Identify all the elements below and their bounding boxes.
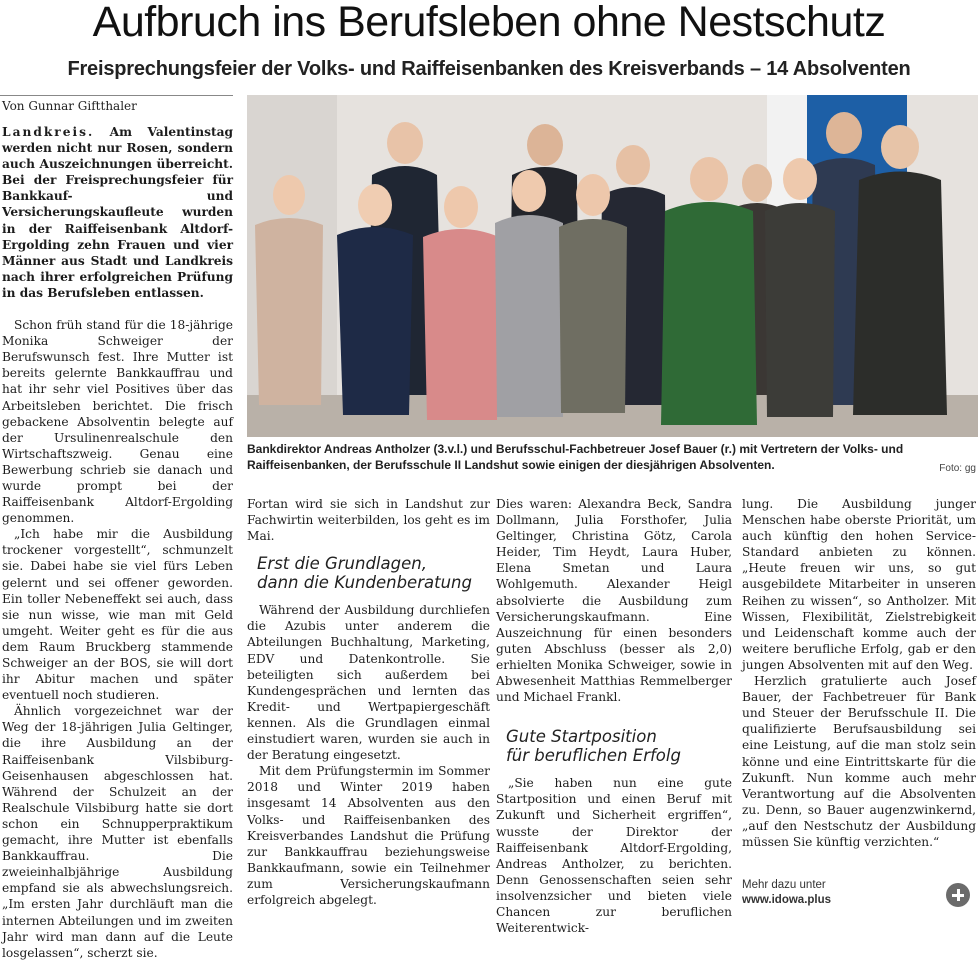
group-photo bbox=[247, 95, 978, 437]
body-paragraph: „Sie haben nun eine gute Startposition und einen Beruf mit Zukunft und Sicherheit ergriffen“, wusste der Direktor der Raiffeisenbank Altdorf-Ergolding, Andreas Antholzer, zu berichten. Denn Genossenschaften seien sehr insolvenzsicher und bieten viele Chancen zur beruflichen Weiterentwick- bbox=[496, 776, 732, 936]
subheading-2 bbox=[506, 727, 732, 765]
more-link[interactable]: www.idowa.plus bbox=[742, 894, 832, 906]
body-paragraph: Dies waren: Alexandra Beck, Sandra Dollmann, Julia Forsthofer, Julia Geltinger, Christina Götz, Carola Heider, Tim Heydt, Laura Huber, Elena Smetan und Laura Wohlgemuth. Alexander Heigl absolvierte die Ausbildung zum Versicherungskaufmann. Eine Auszeichnung für einen besonders guten Abschluss (besser als 2,0) erhielten Monika Schweiger, sowie in Abwesenheit Matthias Remmelberger und Michael Frankl. bbox=[496, 497, 732, 705]
photo-credit: Foto: gg bbox=[939, 463, 976, 474]
subheading-2-line-2: für beruflichen Erfolg bbox=[506, 746, 681, 766]
subheading-2-line-1: Gute Startposition bbox=[506, 727, 657, 747]
photo-caption: Bankdirektor Andreas Antholzer (3.v.l.) und Berufsschul-Fachbetreuer Josef Bauer (r.) mit Vertretern der Volks- und Raiffeisenbanken, der Berufsschule II Landshut sowie einigen der diesjährigen Absolventen. bbox=[247, 442, 904, 472]
byline: Von Gunnar Giftthaler bbox=[2, 99, 137, 113]
plus-circle-icon[interactable] bbox=[946, 883, 970, 907]
body-paragraph: Während der Ausbildung durchliefen die Azubis unter anderem die Abteilungen Buchhaltung, Marketing, EDV und Datenkontrolle. Sie beteiligten sich außerdem bei Kundengesprächen und lernten das Kredit- und Wertpapiergeschäft kennen. Als die Grundlagen einmal einstudiert waren, wurden sie auch in der Beratung eingesetzt. bbox=[247, 603, 490, 763]
lead-paragraph bbox=[2, 124, 233, 301]
body-paragraph: „Ich habe mir die Ausbildung trockener vorgestellt“, schmunzelt sie. Dabei habe sie viel fürs Leben gelernt und sei offener geworden. Ein toller Nebeneffekt sei auch, dass sie nun wisse, wie man mit Geld umgeht. Weiter geht es für die aus dem Raum Bruckberg stammende Schweiger an der BOS, sie will dort ihr Abitur machen und später eventuell noch studieren. bbox=[2, 527, 233, 703]
group-photo-illustration bbox=[247, 95, 978, 437]
subheading-1-line-2: dann die Kundenberatung bbox=[257, 573, 472, 593]
article-column-1 bbox=[2, 124, 233, 961]
body-paragraph: Mit dem Prüfungstermin im Sommer 2018 und Winter 2019 haben insgesamt 14 Absolventen aus den Volks- und Raiffeisenbanken des Kreisverbandes Landshut die Prüfung zur Bankkauffrau beziehungsweise Bankkaufmann, sowie ein Teilnehmer zum Versicherungskaufmann erfolgreich abgelegt. bbox=[247, 764, 490, 907]
body-paragraph: Ähnlich vorgezeichnet war der Weg der 18-jährigen Julia Geltinger, die ihre Ausbildung an der Raiffeisenbank Vilsbiburg-Geisenhausen abgeschlossen hat. Während der Schulzeit an der Realschule Vilsbiburg hatte sie dort schon ein Schnupperpraktikum gemacht, ihre Mutter ist ebenfalls Bankkauffrau. Die zweieinhalbjährige Ausbildung empfand sie als abwechslungsreich. „Im ersten Jahr durchläuft man die internen Abteilungen und im zweiten Jahr wird man dann auf die Leute losgelassen“, scherzt sie. bbox=[2, 704, 233, 960]
subheadline: Freisprechungsfeier der Volks- und Raiffeisenbanken des Kreisverbands – 14 Absolventen bbox=[67, 58, 911, 80]
article-column-2 bbox=[247, 496, 490, 908]
subheading-1-line-1: Erst die Grundlagen, bbox=[257, 554, 427, 574]
body-paragraph: Herzlich gratulierte auch Josef Bauer, der Fachbetreuer für Bank und Steuer der Berufsschule II. Die qualifizierte Berufsausbildung sei eine Leistung, auf die man stolz sein könne und eine Eintrittskarte für die Zukunft. Nun komme auch mehr Verantwortung auf die Absolventen zu. Denn, so Bauer augenzwinkernd, „auf den Nestschutz der Ausbildung müssen Sie künftig verzichten.“ bbox=[742, 674, 976, 849]
headline: Aufbruch ins Berufsleben ohne Nestschutz bbox=[92, 0, 886, 46]
byline-rule bbox=[0, 95, 233, 96]
subheading-1 bbox=[257, 554, 490, 592]
more-label: Mehr dazu unter bbox=[742, 879, 826, 891]
article-column-3 bbox=[496, 496, 732, 936]
body-paragraph: Fortan wird sie sich in Landshut zur Fachwirtin weiterbilden, los geht es im Mai. bbox=[247, 497, 490, 544]
more-info bbox=[742, 878, 831, 908]
body-paragraph: Schon früh stand für die 18-jährige Monika Schweiger der Berufswunsch fest. Ihre Mutter ist bereits gelernte Bankkauffrau und hat ihr sehr viel Positives über das Arbeitsleben berichtet. Die frisch gebackene Absolventin belegte auf der Ursulinenrealschule den Wirtschaftszweig. Genau eine Bewerbung schrieb sie danach und wurde prompt bei der Raiffeisenbank Altdorf-Ergolding genommen. bbox=[2, 318, 233, 526]
body-paragraph: lung. Die Ausbildung junger Menschen habe oberste Priorität, um auch künftig den hohen Service-Standard anbieten zu können. „Heute freuen wir uns, so gut ausgebildete Mitarbeiter in unseren Reihen zu wissen“, so Antholzer. Mit Wissen, Flexibilität, Zielstrebigkeit und Leidenschaft komme auch der weitere berufliche Erfolg, gab er den jungen Absolventen mit auf den Weg. bbox=[742, 497, 976, 672]
lead-location: Landkreis. bbox=[2, 125, 95, 139]
lead-text: Am Valentinstag werden nicht nur Rosen, sondern auch Auszeichnungen überreicht. Bei der Freisprechungsfeier für Bankkauf- und Versicherungskaufleute wurden in der Raiffeisenbank Altdorf-Ergolding zehn Frauen und vier Männer aus Stadt und Landkreis nach ihrer erfolgreichen Prüfung in das Berufsleben entlassen. bbox=[2, 125, 233, 300]
article-column-4 bbox=[742, 496, 976, 850]
